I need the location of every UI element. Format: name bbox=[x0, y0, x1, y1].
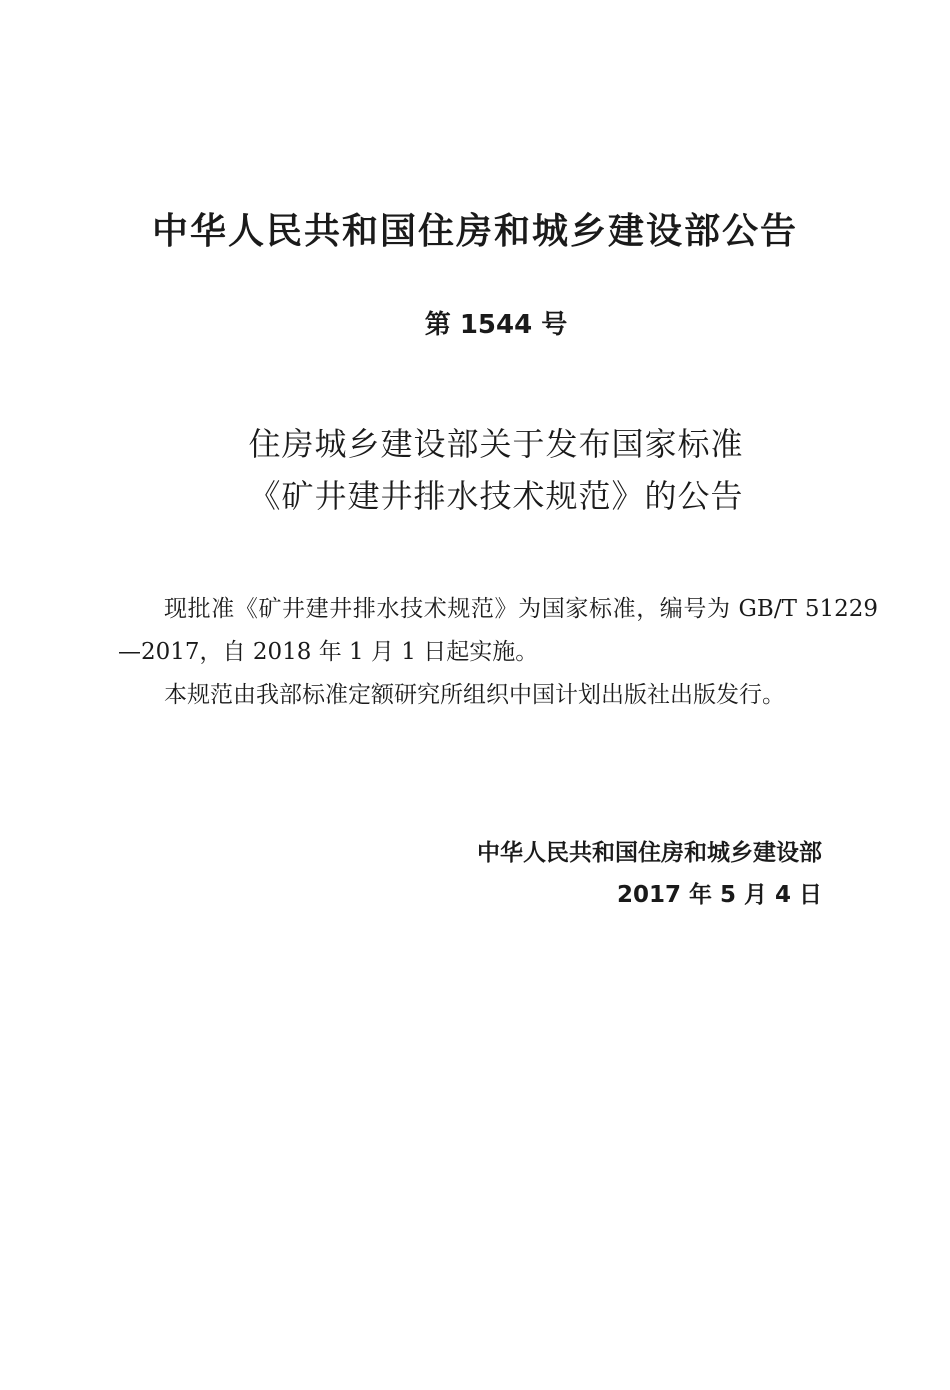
subject-line-2: 《矿井建井排水技术规范》的公告 bbox=[248, 477, 744, 515]
notice-body bbox=[118, 588, 878, 717]
body-paragraph-2: 本规范由我部标准定额研究所组织中国计划出版社出版发行。 bbox=[164, 682, 785, 708]
issuer-name: 中华人民共和国住房和城乡建设部 bbox=[477, 840, 822, 866]
issue-date: 2017 年 5 月 4 日 bbox=[616, 882, 822, 908]
agency-title: 中华人民共和国住房和城乡建设部公告 bbox=[151, 211, 798, 252]
notice-subject bbox=[0, 418, 950, 522]
subject-line-1: 住房城乡建设部关于发布国家标准 bbox=[248, 425, 744, 463]
body-paragraph-1: 现批准《矿井建井排水技术规范》为国家标准，编号为 GB/T 51229—2017，自 2018 年 1 月 1 日起实施。 bbox=[118, 596, 878, 665]
signature-block bbox=[0, 832, 822, 916]
notice-number: 第 1544 号 bbox=[424, 310, 568, 340]
